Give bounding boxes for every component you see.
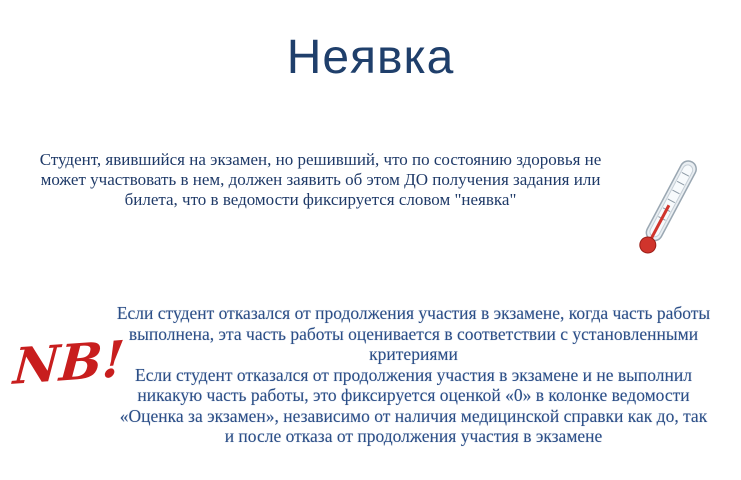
nb-mark: NB! bbox=[11, 329, 127, 396]
page-title: Неявка bbox=[286, 31, 455, 84]
refusal-rule-partial: Если студент отказался от продолжения участия в экзамене, когда часть работы выполнена, эта часть работы оценивается в соответствии с установленными критериями bbox=[116, 303, 711, 364]
thermometer-icon bbox=[628, 150, 708, 265]
refusal-rule-none: Если студент отказался от продолжения участия в экзамене и не выполнил никакую часть работы, это фиксируется оценкой «0» в колонке ведомости «Оценка за экзамен», независимо от наличия медицинской справки как до, так и после отказа от продолжения участия в экзамене bbox=[119, 364, 708, 446]
absence-rule-text: Студент, явившийся на экзамен, но решивший, что по состоянию здоровья не может участвовать в нем, должен заявить об этом ДО получения задания или билета, что в ведомости фиксируется словом "неявка" bbox=[39, 150, 602, 209]
refusal-rules-text bbox=[116, 303, 711, 447]
